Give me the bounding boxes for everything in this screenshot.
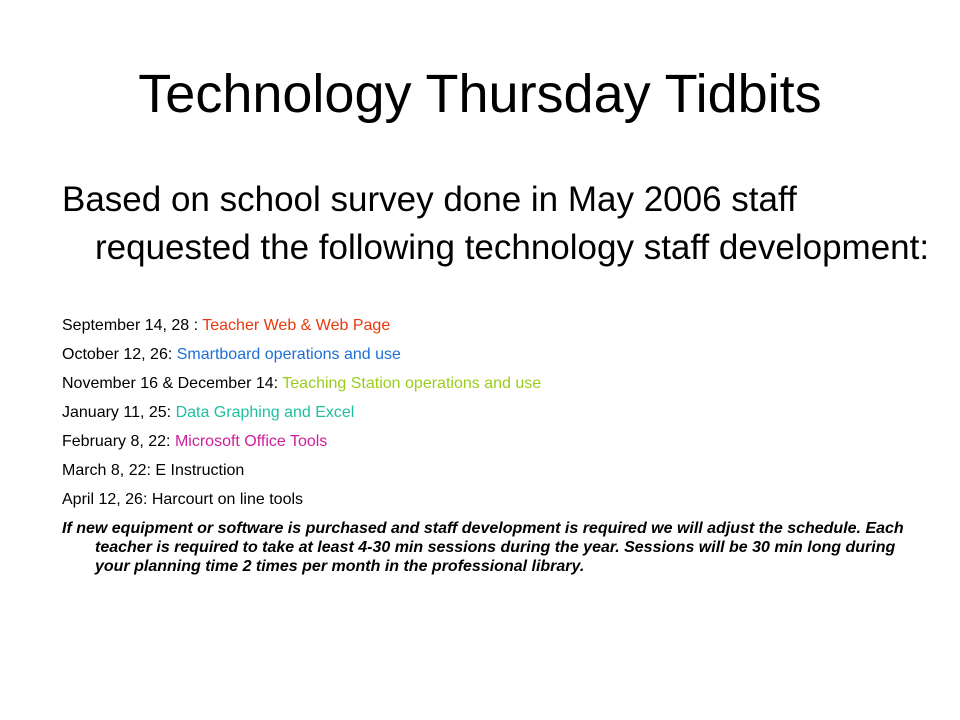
intro-text: Based on school survey done in May 2006 staff requested the following technology staff development: [62,180,930,267]
schedule-topic: Teaching Station operations and use [282,375,542,392]
schedule-item-october [62,345,922,365]
schedule-item-march [62,461,922,481]
schedule-item-april [62,490,922,510]
schedule-date: March 8, 22: [62,462,156,479]
schedule-topic: Teacher Web & Web Page [202,317,391,334]
schedule-topic: Data Graphing and Excel [175,404,355,421]
schedule-item-january [62,403,922,423]
schedule-item-november-december [62,374,922,394]
slide-title: Technology Thursday Tidbits [138,64,822,124]
schedule-list [62,316,922,519]
schedule-item-september [62,316,922,336]
schedule-topic: Smartboard operations and use [176,346,401,363]
schedule-topic: Microsoft Office Tools [174,433,328,450]
schedule-note: If new equipment or software is purchased and staff development is required we will adjust the schedule. Each teacher is required to take at least 4-30 min sessions during the year. Sessions will be 30 min long during your planning time 2 times per month in the professional library. [62,520,904,575]
schedule-topic: E Instruction [155,462,245,479]
schedule-item-february [62,432,922,452]
schedule-date: February 8, 22: [62,433,175,450]
schedule-date: September 14, 28 : [62,317,203,334]
schedule-date: April 12, 26: [62,491,152,508]
schedule-topic: Harcourt on line tools [151,491,304,508]
schedule-date: November 16 & December 14: [62,375,283,392]
schedule-date: October 12, 26: [62,346,177,363]
schedule-date: January 11, 25: [62,404,176,421]
